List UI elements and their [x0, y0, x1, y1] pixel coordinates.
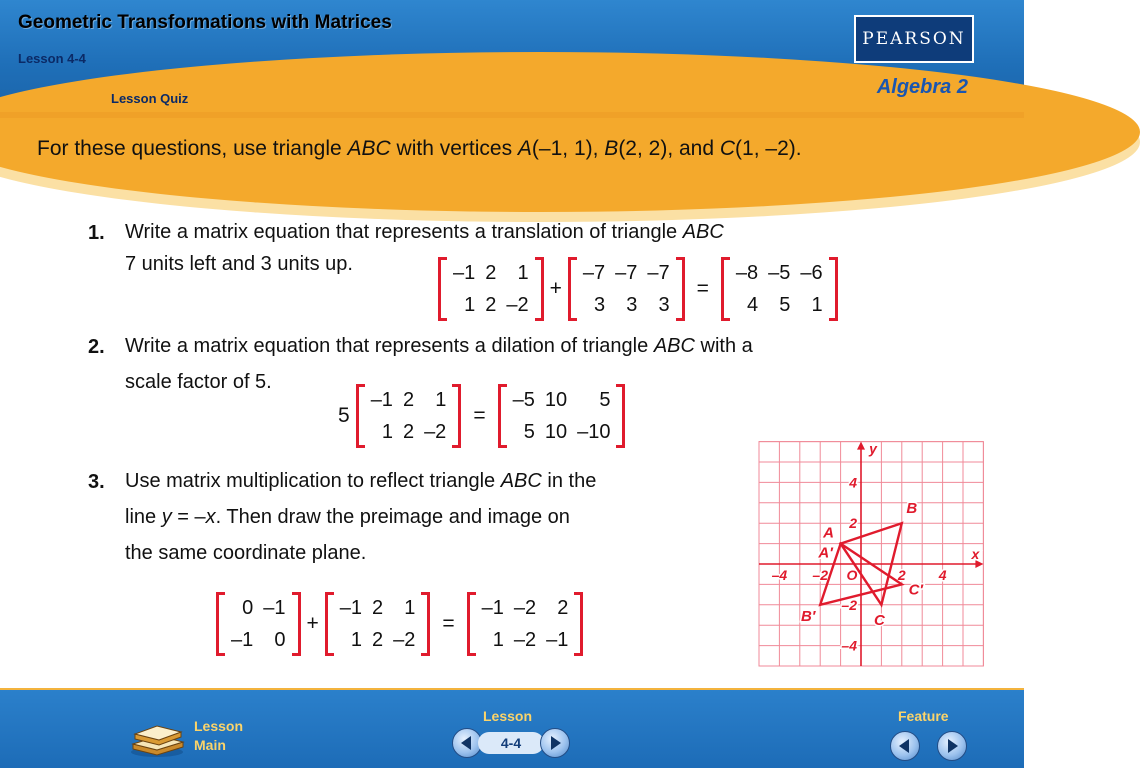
- matrix-cell: 3: [658, 294, 670, 316]
- y-tick-label: 4: [849, 474, 857, 491]
- y-tick-label: –2: [841, 596, 857, 613]
- equals-sign: =: [473, 404, 486, 427]
- equals-sign: =: [696, 277, 709, 300]
- arrow-left-icon: [461, 736, 471, 750]
- question-1-number: 1.: [88, 222, 105, 244]
- matrix-cell: 2: [402, 389, 415, 411]
- y-axis-label: y: [869, 440, 877, 457]
- arrow-right-icon: [551, 736, 561, 750]
- matrix-cell: –2: [424, 421, 447, 443]
- matrix-cell: –5: [512, 389, 535, 411]
- matrix-cell: –2: [513, 597, 537, 619]
- x-tick-label: –4: [771, 567, 788, 583]
- x-tick-label: –2: [812, 567, 828, 583]
- arrow-left-icon: [899, 739, 909, 753]
- x-axis-label: x: [971, 546, 980, 562]
- matrix-cell: 2: [485, 294, 497, 316]
- matrix-cell: 0: [274, 629, 286, 651]
- question-1-text: Write a matrix equation that represents a translation of triangle ABC 7 units left and 3 units up.: [125, 221, 724, 275]
- matrix-cell: –7: [647, 262, 670, 284]
- section-label: Lesson Quiz: [111, 91, 189, 106]
- matrix-cell: –1: [263, 597, 286, 619]
- matrix-cell: 1: [464, 294, 476, 316]
- header-banner: [0, 0, 1024, 118]
- pearson-logo: PEARSON: [854, 15, 974, 63]
- matrix-cell: 0: [242, 597, 254, 619]
- intro-text: For these questions, use triangle ABC with vertices A(–1, 1), B(2, 2), and C(1, –2).: [37, 137, 802, 160]
- question-2-text: Write a matrix equation that represents a dilation of triangle ABC with a scale factor of 5.: [125, 335, 753, 393]
- q2-matrix-preimage: [356, 384, 462, 448]
- feature-prev-button[interactable]: [890, 731, 920, 761]
- matrix-cell: –10: [577, 421, 611, 443]
- matrix-cell: 1: [435, 389, 447, 411]
- vertex-label: A′: [818, 544, 833, 562]
- matrix-cell: 2: [485, 262, 497, 284]
- matrix-cell: 1: [350, 629, 363, 651]
- question-1-equation: [438, 257, 838, 321]
- vertex-label: B′: [800, 607, 816, 625]
- matrix-cell: 2: [557, 597, 569, 619]
- matrix-cell: 5: [779, 294, 791, 316]
- matrix-cell: 1: [492, 629, 504, 651]
- matrix-cell: –7: [615, 262, 638, 284]
- matrix-cell: 1: [381, 421, 393, 443]
- matrix-cell: –2: [506, 294, 529, 316]
- y-axis-arrow: [857, 442, 865, 450]
- operator-sign: +: [306, 612, 319, 635]
- matrix-cell: 2: [372, 597, 384, 619]
- origin-label: O: [846, 567, 858, 583]
- course-name: Algebra 2: [876, 76, 968, 98]
- q3-matrix-preimage: [325, 592, 431, 656]
- matrix-cell: 2: [402, 421, 415, 443]
- lesson-next-button[interactable]: [540, 728, 570, 758]
- matrix-cell: –8: [735, 262, 759, 284]
- matrix-cell: –1: [481, 597, 504, 619]
- matrix-cell: –6: [800, 262, 823, 284]
- x-tick-label: 4: [938, 567, 947, 583]
- y-tick-label: 2: [849, 515, 857, 532]
- lesson-nav-label: Lesson: [483, 708, 533, 724]
- matrix-cell: 4: [747, 294, 759, 316]
- matrix-cell: –1: [339, 597, 363, 619]
- y-tick-label: –4: [841, 637, 857, 654]
- lesson-main-link[interactable]: Lesson Main: [194, 718, 244, 753]
- grid-border: [759, 442, 983, 666]
- lesson-id: Lesson 4-4: [18, 51, 86, 66]
- question-2-number: 2.: [88, 336, 105, 358]
- vertex-label: B: [906, 500, 918, 518]
- matrix-cell: 2: [372, 629, 384, 651]
- matrix-cell: 3: [594, 294, 606, 316]
- scale-factor: 5: [338, 404, 350, 427]
- q1-matrix-preimage: [438, 257, 544, 321]
- matrix-cell: 1: [517, 262, 529, 284]
- matrix-cell: –5: [768, 262, 791, 284]
- arrow-right-icon: [948, 739, 958, 753]
- matrix-cell: –1: [546, 629, 569, 651]
- matrix-cell: 5: [599, 389, 611, 411]
- matrix-cell: –2: [513, 629, 537, 651]
- vertex-label: C′: [908, 581, 924, 599]
- vertex-label: A: [823, 524, 835, 542]
- matrix-cell: 10: [544, 421, 568, 443]
- q3-matrix-result: [467, 592, 584, 656]
- q2-matrix-result: [498, 384, 626, 448]
- page-indicator: 4-4: [478, 732, 544, 754]
- matrix-cell: 1: [404, 597, 416, 619]
- q1-matrix-translation: [568, 257, 685, 321]
- matrix-cell: 1: [811, 294, 823, 316]
- matrix-cell: 5: [523, 421, 535, 443]
- plus-sign: +: [549, 277, 562, 300]
- matrix-cell: 10: [544, 389, 568, 411]
- question-2-equation: [338, 384, 625, 448]
- feature-next-button[interactable]: [937, 731, 967, 761]
- q1-matrix-result: [721, 257, 838, 321]
- matrix-cell: –1: [370, 389, 393, 411]
- question-3-number: 3.: [88, 471, 105, 493]
- book-icon[interactable]: [127, 714, 189, 758]
- vertex-label: C: [873, 611, 885, 629]
- matrix-cell: 3: [626, 294, 638, 316]
- coordinate-plane: [748, 440, 980, 666]
- q3-matrix-reflection: [216, 592, 301, 656]
- matrix-cell: –7: [582, 262, 606, 284]
- question-3-text: Use matrix multiplication to reflect triangle ABC in the line y = –x. Then draw the preimage and image on the same coordinate plane.: [125, 470, 597, 564]
- header-stripe: [0, 112, 1024, 118]
- question-3-equation: [216, 592, 583, 656]
- matrix-cell: –2: [393, 629, 416, 651]
- equals-sign: =: [442, 612, 455, 635]
- matrix-cell: –1: [453, 262, 476, 284]
- x-tick-label: 2: [897, 567, 906, 583]
- page-title: Geometric Transformations with Matrices: [18, 12, 392, 33]
- feature-nav-label: Feature: [898, 708, 949, 724]
- matrix-cell: –1: [231, 629, 254, 651]
